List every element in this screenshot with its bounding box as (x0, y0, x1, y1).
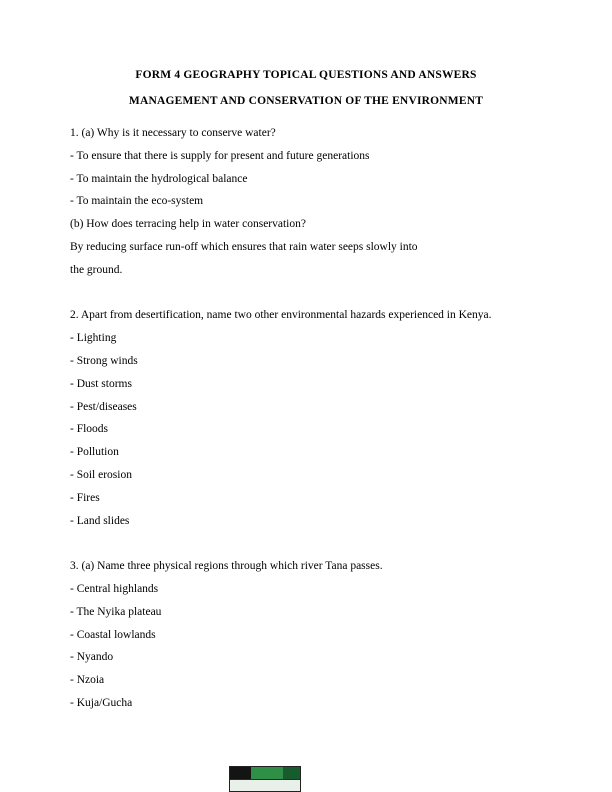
text-line: By reducing surface run-off which ensures that rain water seeps slowly into (70, 240, 418, 253)
text-line: 3. (a) Name three physical regions through which river Tana passes. (70, 560, 383, 573)
text-line: - To maintain the hydrological balance (70, 172, 248, 185)
text-line: - Soil erosion (70, 468, 132, 481)
text-line: - Coastal lowlands (70, 628, 156, 641)
text-line: - To ensure that there is supply for present and future generations (70, 149, 370, 162)
text-line: - Fires (70, 491, 100, 504)
blank-line (70, 532, 542, 555)
footer-thumbnail-banner (230, 767, 300, 779)
text-line: - Pollution (70, 446, 119, 459)
thumbnail-green-segment (251, 767, 283, 779)
doc-subtitle: MANAGEMENT AND CONSERVATION OF THE ENVIRONMENT (128, 95, 484, 107)
text-line: - Pest/diseases (70, 400, 137, 413)
text-line: - Nyando (70, 651, 114, 664)
text-line: - Dust storms (70, 377, 132, 390)
text-line: - Kuja/Gucha (70, 696, 133, 709)
text-line: - Strong winds (70, 354, 138, 367)
text-line: - Land slides (70, 514, 130, 527)
text-line: - Lighting (70, 332, 117, 345)
text-line: - Nzoia (70, 674, 105, 687)
text-line: 2. Apart from desertification, name two other environmental hazards experienced in Kenya. (70, 309, 492, 322)
text-line: - Floods (70, 423, 109, 436)
text-line: 1. (a) Why is it necessary to conserve water? (70, 127, 276, 139)
thumbnail-body (230, 779, 300, 791)
thumbnail-dark-segment (230, 767, 251, 779)
text-line: - To maintain the eco-system (70, 195, 204, 208)
doc-title: FORM 4 GEOGRAPHY TOPICAL QUESTIONS AND ANSWERS (135, 69, 477, 81)
text-line: - Central highlands (70, 582, 159, 595)
footer-thumbnail-image (229, 766, 301, 792)
doc-body (70, 122, 542, 715)
thumbnail-dark-green-segment (283, 767, 301, 779)
blank-line (70, 282, 542, 305)
text-line: the ground. (70, 263, 123, 276)
text-line: - The Nyika plateau (70, 605, 162, 618)
text-line: (b) How does terracing help in water conservation? (70, 218, 306, 231)
